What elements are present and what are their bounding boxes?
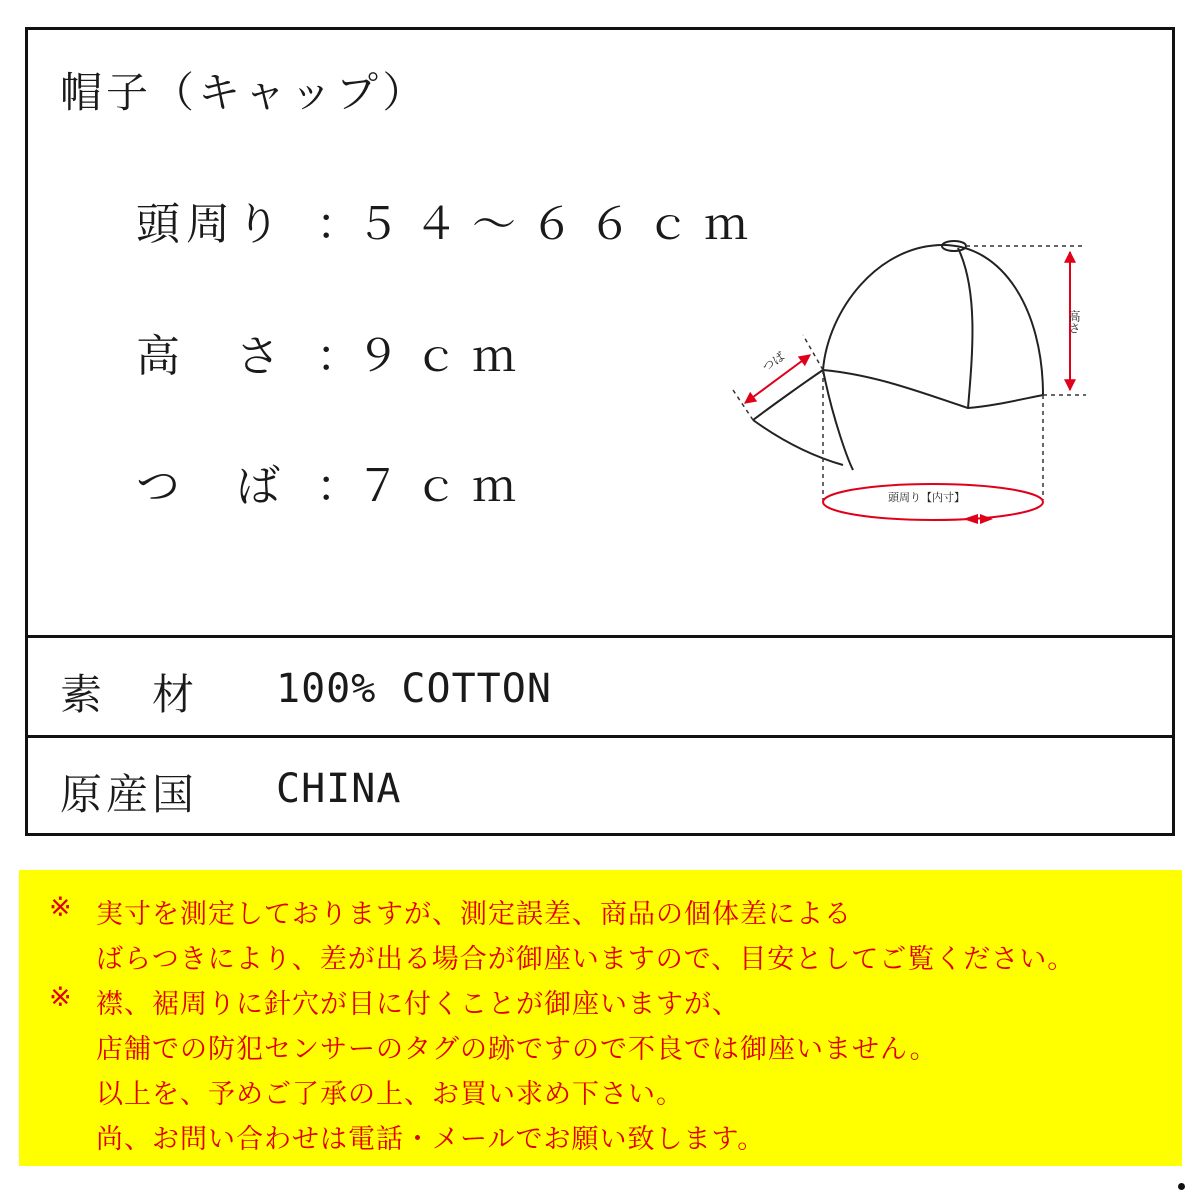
material-label: 素 材: [60, 670, 199, 719]
size-chart-sheet: [25, 27, 1175, 836]
origin-row: [28, 738, 1172, 835]
notice-line: 尚、お問い合わせは電話・メールでお願い致します。: [96, 1124, 766, 1155]
spec-value: ９ｃｍ: [356, 331, 530, 382]
spec-head-circumference: [136, 188, 762, 252]
material-row: [28, 638, 1172, 738]
spec-label: 頭周り: [136, 199, 286, 250]
spec-colon: ：: [316, 199, 360, 250]
spec-brim: [136, 450, 530, 514]
size-section: [28, 30, 1172, 638]
cap-measurement-diagram: [693, 210, 1103, 530]
product-title: 帽子（キャップ）: [60, 68, 429, 117]
notice-mark: ※: [49, 982, 72, 1013]
notice-box: [19, 870, 1182, 1166]
notice-mark: ※: [49, 892, 72, 923]
brim-label: つば: [759, 349, 788, 375]
height-label: 高さ: [1067, 310, 1081, 334]
material-value: 100% COTTON: [276, 666, 552, 712]
spec-height: [136, 320, 530, 384]
spec-label: つ ば: [136, 461, 286, 512]
notice-line: 店舗での防犯センサーのタグの跡ですので不良では御座いません。: [96, 1034, 938, 1065]
corner-dot: [1178, 1183, 1185, 1190]
origin-label: 原産国: [60, 770, 199, 819]
measure-marks: [745, 252, 1070, 520]
origin-value: CHINA: [276, 766, 402, 812]
spec-colon: ：: [316, 461, 360, 512]
spec-value: ７ｃｍ: [356, 461, 530, 512]
notice-line: 襟、裾周りに針穴が目に付くことが御座いますが、: [96, 989, 740, 1020]
spec-colon: ：: [316, 331, 360, 382]
notice-line: 実寸を測定しておりますが、測定誤差、商品の個体差による: [96, 899, 852, 930]
notice-line: 以上を、予めご了承の上、お買い求め下さい。: [96, 1079, 684, 1110]
spec-label: 高 さ: [136, 331, 286, 382]
spec-value: ５４～６６ｃｍ: [356, 199, 762, 250]
circumference-label: 頭周り【内寸】: [888, 491, 965, 504]
notice-line: ばらつきにより、差が出る場合が御座いますので、目安としてご覧ください。: [96, 944, 1076, 975]
cap-outline: [753, 241, 1043, 470]
